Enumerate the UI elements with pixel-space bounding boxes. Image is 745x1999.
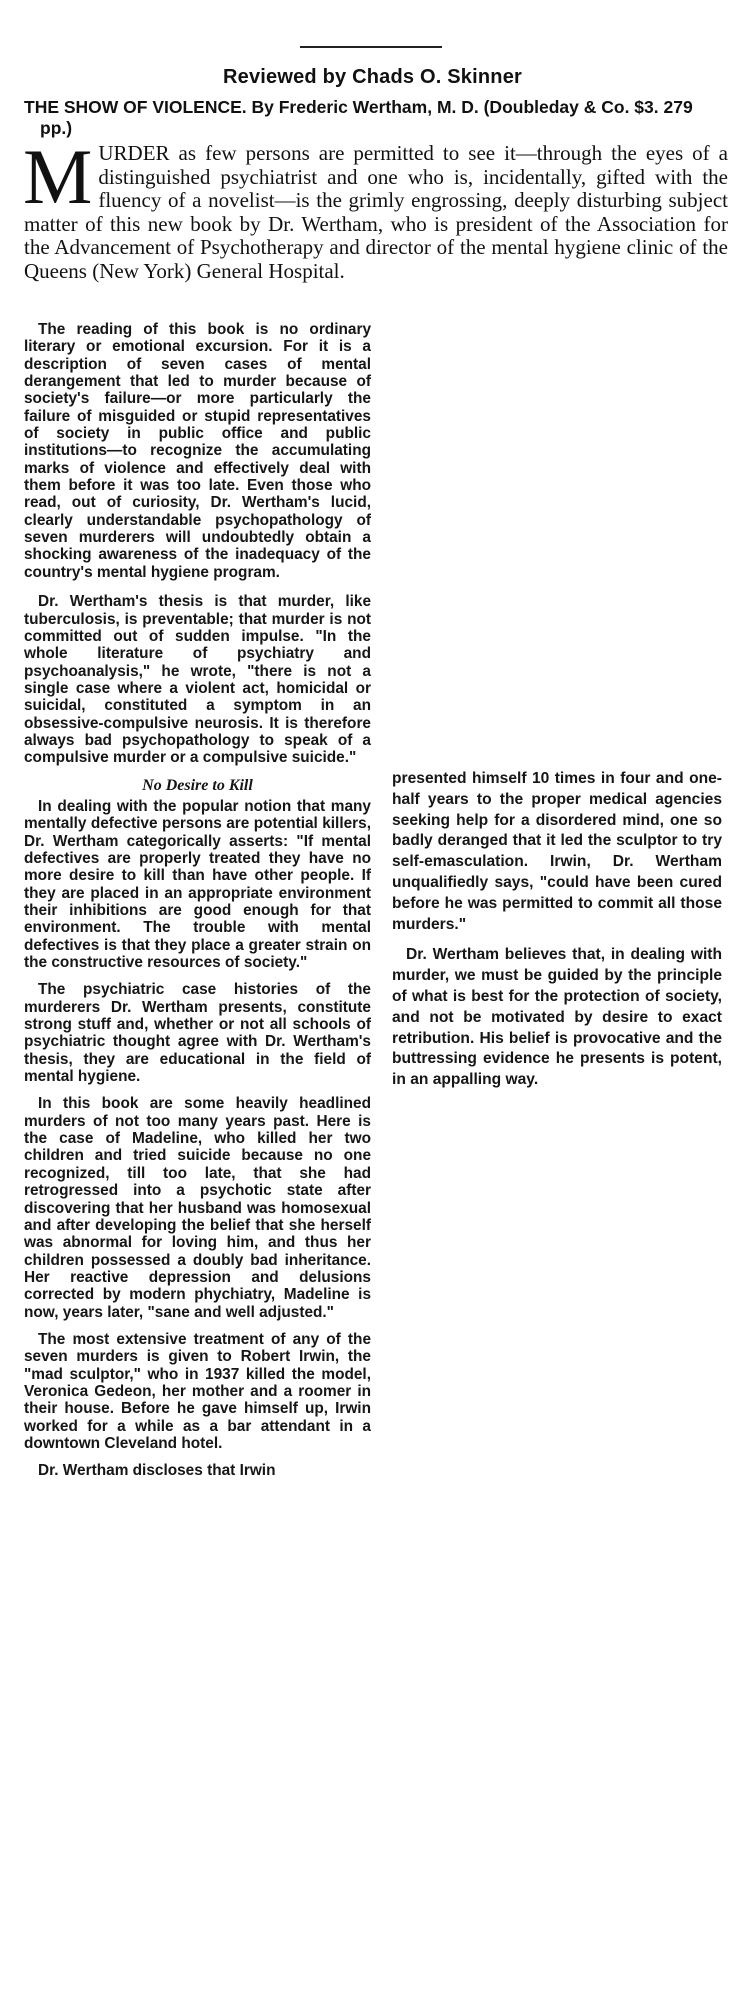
body-paragraph: The psychiatric case histories of the murderers Dr. Wertham presents, constitute strong stuff and, whether or not all schools of psychiatric thought agree with Dr. Wertham's thesis, they are educational in the field of mental hygiene. — [24, 981, 371, 1086]
body-paragraph: The reading of this book is no ordinary literary or emotional excursion. For it is a description of seven cases of mental derangement that led to murder because of society's failure—or more particularly the failure of misguided or stupid representatives of society in public office and public institutions—to recognize the accumulating marks of violence and effectively deal with them before it was too late. Even those who read, out of curiosity, Dr. Wertham's lucid, clearly understandable psychopathology of seven murderers will undoubtedly obtain a shocking awareness of the inadequacy of the country's mental hygiene program. — [24, 321, 371, 581]
top-rule — [300, 46, 442, 48]
lead-paragraph — [23, 133, 728, 283]
body-paragraph: presented himself 10 times in four and one-half years to the proper medical agencies seeking help for a disordered mind, one so badly deranged that it led the sculptor to try self-emasculation. Irwin, Dr. Wertham unqualifiedly says, "could have been cured before he was permitted to commit all those murders." — [392, 770, 722, 933]
book-info-heading: THE SHOW OF VIOLENCE. By Frederic Wertham, M. D. (Doubleday & Co. $3. 279 pp.) — [24, 97, 693, 138]
subheading: No Desire to Kill — [142, 776, 253, 794]
body-paragraph: In dealing with the popular notion that many mentally defective persons are potential killers, Dr. Wertham categorically asserts: "If mental defectives are properly treated they have no more desire to kill than have other people. If they are placed in an appropriate environment their inhibitions are good enough for that environment. The trouble with mental defectives is that they place a greater strain on the constructive resources of society." — [24, 797, 371, 972]
left-column — [24, 321, 371, 1981]
right-column — [392, 769, 722, 1101]
drop-cap: M — [23, 133, 93, 220]
body-paragraph: The most extensive treatment of any of the seven murders is given to Robert Irwin, the "mad sculptor," who in 1937 killed the model, Veronica Gedeon, her mother and a roomer in their house. Before he gave himself up, Irwin worked for a while as a bar attendant in a downtown Cleveland hotel. — [24, 1330, 371, 1452]
body-paragraph: Dr. Wertham discloses that Irwin — [38, 1462, 276, 1480]
body-paragraph: Dr. Wertham believes that, in dealing with murder, we must be guided by the principle of what is best for the protection of society, and not be motivated by desire to exact retribution. His belief is provocative and the buttressing evidence he presents is potent, in an appalling way. — [392, 946, 722, 1089]
body-paragraph: Dr. Wertham's thesis is that murder, like tuberculosis, is preventable; that murder is not committed out of sudden impulse. "In the whole literature of psychiatry and psychoanalysis," he wrote, "there is not a single case where a violent act, homicidal or suicidal, constituted a symptom in an obsessive-compulsive neurosis. It is therefore always bad psychopathology to speak of a compulsive murder or a compulsive suicide." — [24, 593, 371, 767]
lead-text: URDER as few persons are permitted to see it—through the eyes of a distinguished psychiatrist and one who is, incidentally, gifted with the fluency of a novelist—is the grimly engrossing, deeply disturbing subject matter of this new book by Dr. Wertham, who is president of the Association for the Advancement of Psychotherapy and director of the mental hygiene clinic of the Queens (New York) General Hospital. — [24, 141, 728, 283]
body-paragraph: In this book are some heavily headlined murders of not too many years past. Here is the case of Madeline, who killed her two children and tried suicide because no one recognized, till too late, that she had retrogressed into a psychotic state after discovering that her husband was homosexual and after developing the belief that she herself was abnormal for loving him, and thus her children possessed a doubly bad inheritance. Her reactive depression and delusions corrected by modern phychiatry, Madeline is now, years later, "sane and well adjusted." — [24, 1095, 371, 1321]
reviewer-byline: Reviewed by Chads O. Skinner — [222, 66, 523, 88]
